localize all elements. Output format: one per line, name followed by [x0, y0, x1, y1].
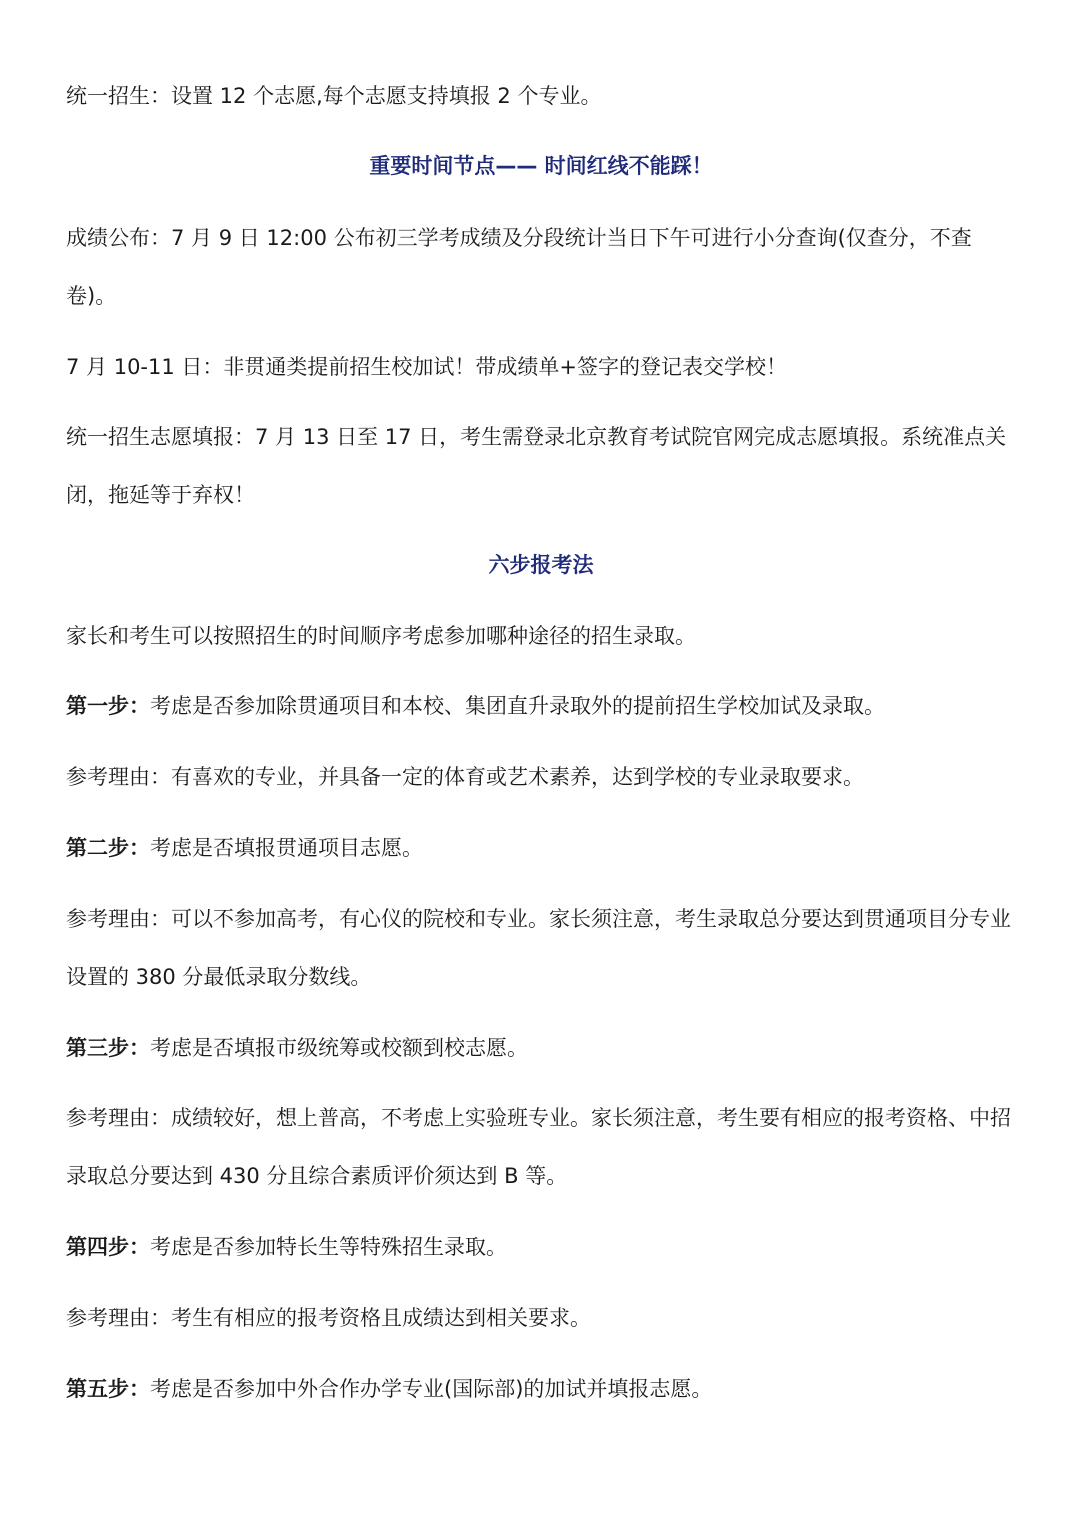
reason-3: 参考理由：成绩较好，想上普高，不考虑上实验班专业。家长须注意，考生要有相应的报考资格、中招录取总分要达到 430 分且综合素质评价须达到 B 等。 — [66, 1106, 1011, 1188]
step-4 — [66, 1218, 1016, 1276]
step-2-text: 考虑是否填报贯通项目志愿。 — [150, 836, 423, 860]
step-2-label: 第二步： — [66, 836, 150, 860]
paragraph-intro: 家长和考生可以按照招生的时间顺序考虑参加哪种途径的招生录取。 — [66, 624, 696, 648]
step-5-text: 考虑是否参加中外合作办学专业(国际部)的加试并填报志愿。 — [150, 1377, 713, 1401]
paragraph-application-window: 统一招生志愿填报：7 月 13 日至 17 日，考生需登录北京教育考试院官网完成志愿填报。系统准点关闭，拖延等于弃权！ — [66, 425, 1007, 507]
reason-2: 参考理由：可以不参加高考，有心仪的院校和专业。家长须注意，考生录取总分要达到贯通项目分专业设置的 380 分最低录取分数线。 — [66, 907, 1011, 989]
step-3-label: 第三步： — [66, 1036, 150, 1060]
paragraph-early-exam: 7 月 10-11 日：非贯通类提前招生校加试！带成绩单+签字的登记表交学校！ — [66, 355, 788, 379]
step-3-text: 考虑是否填报市级统筹或校额到校志愿。 — [150, 1036, 528, 1060]
step-3 — [66, 1019, 1016, 1077]
step-1 — [66, 677, 1016, 735]
step-1-text: 考虑是否参加除贯通项目和本校、集团直升录取外的提前招生学校加试及录取。 — [150, 694, 885, 718]
heading-important-dates: 重要时间节点—— 时间红线不能踩！ — [369, 154, 713, 178]
step-5-label: 第五步： — [66, 1377, 150, 1401]
step-4-text: 考虑是否参加特长生等特殊招生录取。 — [150, 1235, 507, 1259]
paragraph-score-release: 成绩公布：7 月 9 日 12:00 公布初三学考成绩及分段统计当日下午可进行小分查询(仅查分，不查卷)。 — [66, 226, 972, 308]
reason-1: 参考理由：有喜欢的专业，并具备一定的体育或艺术素养，达到学校的专业录取要求。 — [66, 765, 864, 789]
step-1-label: 第一步： — [66, 694, 150, 718]
step-2 — [66, 819, 1016, 877]
step-5 — [66, 1360, 1016, 1418]
heading-six-steps: 六步报考法 — [488, 553, 594, 577]
paragraph-unified-enrollment: 统一招生：设置 12 个志愿,每个志愿支持填报 2 个专业。 — [66, 84, 602, 108]
reason-4: 参考理由：考生有相应的报考资格且成绩达到相关要求。 — [66, 1306, 591, 1330]
step-4-label: 第四步： — [66, 1235, 150, 1259]
